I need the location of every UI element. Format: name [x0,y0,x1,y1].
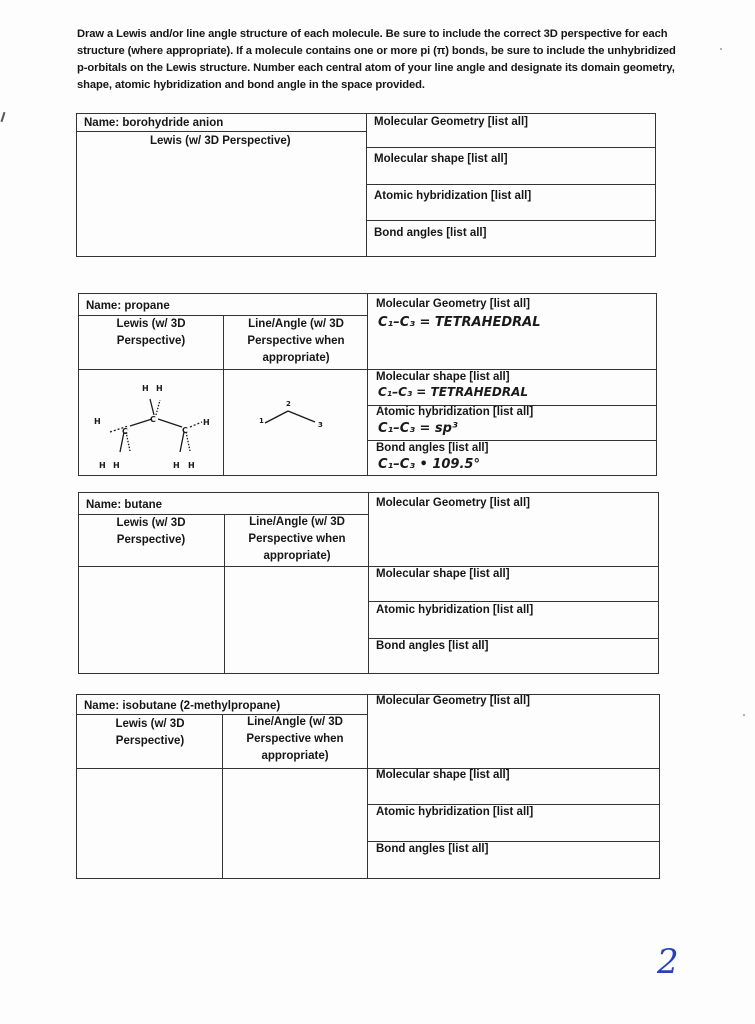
butane-line-angle-label: Line/Angle (w/ 3D Perspective when appropriate) [248,516,346,562]
propane-hybridization-answer: C₁–C₃ = sp³ [378,421,458,436]
butane-geometry-label: Molecular Geometry [list all] [376,497,531,509]
carbon-number: 2 [286,400,291,408]
propane-name: Name: propane [86,300,170,312]
propane-geometry-answer: C₁–C₃ = TETRAHEDRAL [378,315,541,330]
borohydride-geometry-label: Molecular Geometry [list all] [374,116,529,128]
h-atom: H [156,384,163,393]
carbon-number: 1 [259,417,264,425]
propane-shape-label: Molecular shape [list all] [376,371,510,383]
h-atom: H [203,418,210,427]
isobutane-shape-label: Molecular shape [list all] [376,769,510,781]
propane-bond-angles-label: Bond angles [list all] [376,442,489,454]
propane-geometry-label: Molecular Geometry [list all] [376,298,531,310]
speck [743,714,745,716]
propane-lewis-drawing [80,372,222,474]
butane-lewis-label: Lewis (w/ 3D Perspective) [116,517,186,546]
propane-hybridization-label: Atomic hybridization [list all] [376,406,534,418]
c-atom: C [122,427,128,436]
butane-hybridization-label: Atomic hybridization [list all] [376,604,534,616]
speck [720,48,722,50]
isobutane-bond-angles-label: Bond angles [list all] [376,843,489,855]
propane-line-angle-label: Line/Angle (w/ 3D Perspective when appropriate) [247,318,345,364]
page-number: 2 [657,942,679,982]
instructions: Draw a Lewis and/or line angle structure of each molecule. Be sure to include the correct 3D perspective for each structure (where appropriate). If a molecule contains one or more pi (π) bonds, be sure to include the unhybridized p-orbitals on the Lewis structure. Number each central atom of your line angle and designate its domain geometry, shape, atomic hybridization and bond angle in the space provided. [77,28,676,91]
propane-lewis-label: Lewis (w/ 3D Perspective) [116,318,186,347]
isobutane-lewis-label: Lewis (w/ 3D Perspective) [115,718,185,747]
borohydride-hybridization-label: Atomic hybridization [list all] [374,190,532,202]
borohydride-name: Name: borohydride anion [84,117,224,129]
propane-line-angle-drawing [255,395,335,445]
borohydride-bond-angles-label: Bond angles [list all] [374,227,487,239]
c-atom: C [182,426,188,435]
borohydride-shape-label: Molecular shape [list all] [374,153,508,165]
h-atom: H [94,417,101,426]
isobutane-line-angle-label: Line/Angle (w/ 3D Perspective when appropriate) [246,716,344,762]
butane-shape-label: Molecular shape [list all] [376,568,510,580]
borohydride-lewis-label: Lewis (w/ 3D Perspective) [150,135,291,147]
h-atom: H [113,461,120,470]
isobutane-name: Name: isobutane (2-methylpropane) [84,700,281,712]
isobutane-geometry-label: Molecular Geometry [list all] [376,695,531,707]
butane-name: Name: butane [86,499,163,511]
c-atom: C [150,415,156,424]
h-atom: H [173,461,180,470]
h-atom: H [99,461,106,470]
carbon-number: 3 [318,421,323,429]
margin-mark [1,112,6,122]
h-atom: H [142,384,149,393]
isobutane-hybridization-label: Atomic hybridization [list all] [376,806,534,818]
h-atom: H [188,461,195,470]
butane-bond-angles-label: Bond angles [list all] [376,640,489,652]
propane-bond-angles-answer: C₁–C₃ • 109.5° [378,457,480,472]
propane-shape-answer: C₁–C₃ = TETRAHEDRAL [378,385,529,399]
